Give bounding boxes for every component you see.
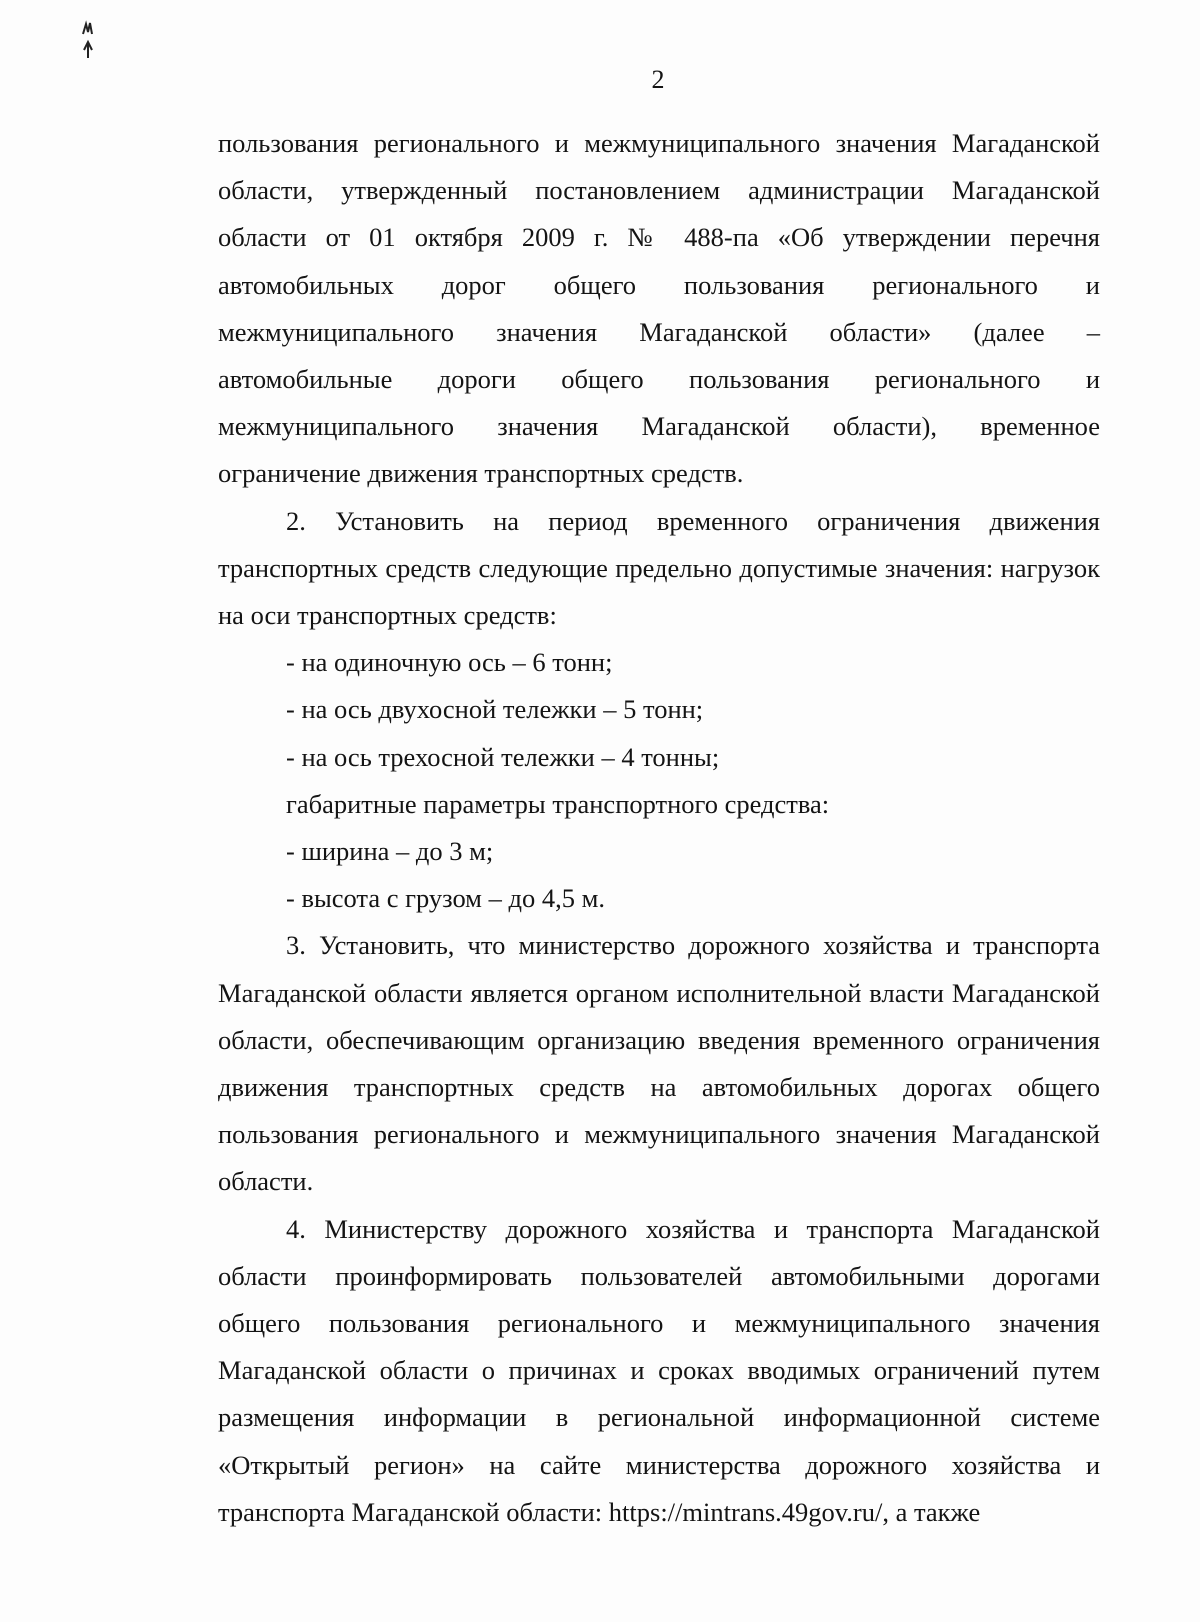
paragraph-4: 4. Министерству дорожного хозяйства и транспорта Магаданской области проинформировать пользователей автомобильными дорогами общего пользования регионального и межмуниципального значения Магаданской области о причинах и сроках вводимых ограничений путем размещения информации в региональной информационной системе «Открытый регион» на сайте министерства дорожного хозяйства и транспорта Магаданской области: https://mintrans.49gov.ru/, а также [218,1213,1100,1527]
document-body [218,120,1100,1536]
list-item: - на ось трехосной тележки – 4 тонны; [286,741,720,772]
list-item: габаритные параметры транспортного средства: [286,788,830,819]
list-item: - ширина – до 3 м; [286,836,494,867]
corner-scribble-mark [80,20,96,60]
paragraph-continued: пользования регионального и межмуниципального значения Магаданской области, утвержденный постановлением администрации Магаданской области от 01 октября 2009 г. № 488-па «Об утверждении перечня автомобильных дорог общего пользования регионального и межмуниципального значения Магаданской области» (далее – автомобильные дороги общего пользования регионального и межмуниципального значения Магаданской области), временное ограничение движения транспортных средств. [218,128,1100,489]
page-number: 2 [651,65,665,94]
paragraph-2: 2. Установить на период временного ограничения движения транспортных средств следующие предельно допустимые значения: нагрузок на оси транспортных средств: [218,505,1100,631]
list-item: - на одиночную ось – 6 тонн; [286,647,613,678]
list-item: - на ось двухосной тележки – 5 тонн; [286,694,704,725]
paragraph-3: 3. Установить, что министерство дорожного хозяйства и транспорта Магаданской области является органом исполнительной власти Магаданской области, обеспечивающим организацию введения временного ограничения движения транспортных средств на автомобильных дорогах общего пользования регионального и межмуниципального значения Магаданской области. [218,930,1100,1197]
list-item: - высота с грузом – до 4,5 м. [286,883,605,914]
